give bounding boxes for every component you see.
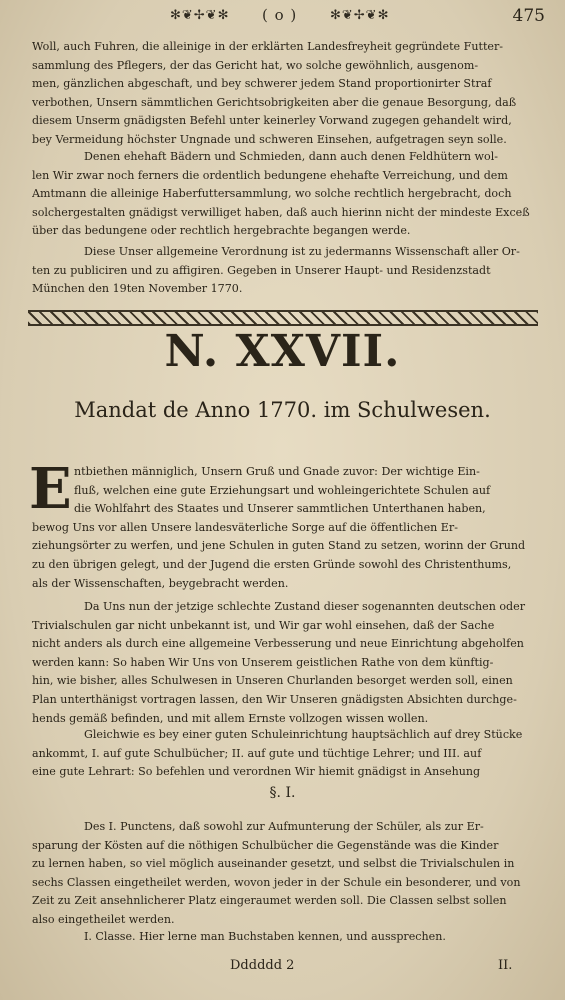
text-line: Woll, auch Fuhren, die alleinige in der erklärten Landesfreyheit gegründete Futter-: [32, 40, 504, 53]
text-line: verbothen, Unsern sämmtlichen Gerichtsobrigkeiten aber die genaue Besorgung, daß: [32, 95, 517, 109]
header-ornament-left: ✻❦✢❦✻: [170, 8, 230, 23]
text-line: München den 19ten November 1770.: [32, 282, 243, 296]
text-line: I. Classe. Hier lerne man Buchstaben kennen, und aussprechen.: [84, 930, 446, 943]
text-line: Zeit zu Zeit ansehnlicherer Platz eingeraumet werden soll. Die Classen selbst sollen: [32, 894, 507, 908]
text-line: ten zu publiciren und zu affigiren. Gegeben in Unserer Haupt- und Residenzstadt: [32, 263, 491, 277]
text-line: bewog Uns vor allen Unsere landesväterliche Sorge auf die öffentlichen Er-: [32, 520, 458, 534]
header-ornament-center: ( o ): [262, 6, 298, 24]
text-line: len Wir zwar noch ferners die ordentlich bedungene ehehafte Verreichung, und dem: [32, 168, 508, 182]
text-line: Des I. Punctens, daß sowohl zur Aufmunterung der Schüler, als zur Er-: [84, 820, 484, 833]
paragraph-4: [32, 598, 542, 728]
header-ornament-right: ✻❦✢❦✻: [330, 8, 390, 23]
text-line: Trivialschulen gar nicht unbekannt ist, und Wir gar wohl einsehen, daß der Sache: [32, 618, 495, 632]
drop-cap: E: [29, 456, 72, 522]
text-line: fluß, welchen eine gute Erziehungsart und wohleingerichtete Schulen auf: [74, 483, 491, 497]
text-line: sparung der Kösten auf die nöthigen Schulbücher die Gegenstände was die Kinder: [32, 838, 499, 852]
text-line: als der Wissenschaften, beygebracht werden.: [32, 576, 289, 590]
section-paragraph: [32, 818, 542, 930]
paragraph-1: [32, 38, 542, 150]
text-line: diesem Unserm gnädigsten Befehl unter keinerley Vorwand zugegen gehandelt wird,: [32, 114, 512, 128]
text-line: ntbiethen männiglich, Unsern Gruß und Gnade zuvor: Der wichtige Ein-: [74, 465, 480, 478]
text-line: die Wohlfahrt des Staates und Unserer sammtlichen Unterthanen haben,: [74, 502, 486, 516]
mandate-subtitle: Mandat de Anno 1770. im Schulwesen.: [74, 398, 491, 422]
paragraph-3: [32, 243, 542, 299]
text-line: hin, wie bisher, alles Schulwesen in Unseren Churlanden besorget werden soll, einen: [32, 674, 513, 688]
signature-mark: Dddddd 2: [230, 958, 295, 973]
text-line: solchergestalten gnädigst verwilliget haben, daß auch hierinn nicht der mindeste Exceß: [32, 205, 530, 219]
text-line: zu den übrigen gelegt, und der Jugend die ersten Gründe sowohl des Christenthums,: [32, 557, 512, 571]
text-line: bey Vermeidung höchster Ungnade und schweren Einsehen, aufgetragen seyn solle.: [32, 132, 507, 146]
section-marker: §. I.: [269, 785, 296, 801]
text-line: ziehungsörter zu werfen, und jene Schulen in guten Stand zu setzen, worinn der Grund: [32, 539, 526, 553]
text-line: Diese Unser allgemeine Verordnung ist zu jedermanns Wissenschaft aller Or-: [84, 245, 520, 258]
ornamental-divider: [28, 310, 538, 326]
text-line: Denen ehehaft Bädern und Schmieden, dann auch denen Feldhütern wol-: [84, 150, 499, 163]
text-line: Gleichwie es bey einer guten Schuleinrichtung hauptsächlich auf drey Stücke: [84, 728, 523, 741]
text-line: nicht anders als durch eine allgemeine Verbesserung und neue Einrichtung abgeholfen: [32, 637, 524, 651]
text-line: über das bedungene oder rechtlich hergebrachte begangen werde.: [32, 224, 411, 238]
text-line: Plan unterthänigst vortragen lassen, den Wir Unseren gnädigsten Absichten durchge-: [32, 692, 517, 706]
text-line: sechs Classen eingetheilet werden, wovon jeder in der Schule ein besonderer, und von: [32, 875, 521, 889]
text-line: sammlung des Pflegers, der das Gericht hat, wo solche gewöhnlich, ausgenom-: [32, 58, 479, 72]
mandate-number-heading: N. XXVII.: [164, 326, 401, 377]
text-line: Amtmann die alleinige Haberfuttersammlung, wo solche rechtlich hergebracht, doch: [32, 187, 512, 201]
text-line: hends gemäß befinden, und mit allem Ernste vollzogen wissen wollen.: [32, 711, 429, 725]
text-line: zu lernen haben, so viel möglich auseinander gesetzt, und selbst die Trivialschulen in: [32, 857, 515, 871]
text-line: ankommt, I. auf gute Schulbücher; II. auf gute und tüchtige Lehrer; und III. auf: [32, 746, 482, 760]
paragraph-5: [32, 726, 542, 782]
text-line: eine gute Lehrart: So befehlen und verordnen Wir hiemit gnädigst in Ansehung: [32, 765, 481, 779]
page-number: 475: [512, 6, 545, 26]
class-paragraph: [32, 928, 542, 947]
text-line: werden kann: So haben Wir Uns von Unserem geistlichen Rathe von dem künftig-: [32, 655, 494, 669]
text-line: Da Uns nun der jetzige schlechte Zustand dieser sogenannten deutschen oder: [84, 600, 526, 613]
text-line: men, gänzlichen abgeschaft, und bey schwerer jedem Stand proportionirter Straf: [32, 77, 492, 91]
catchword: II.: [498, 958, 513, 973]
text-line: also eingetheilet werden.: [32, 912, 175, 926]
intro-paragraph: [32, 463, 542, 593]
paragraph-2: [32, 148, 542, 241]
